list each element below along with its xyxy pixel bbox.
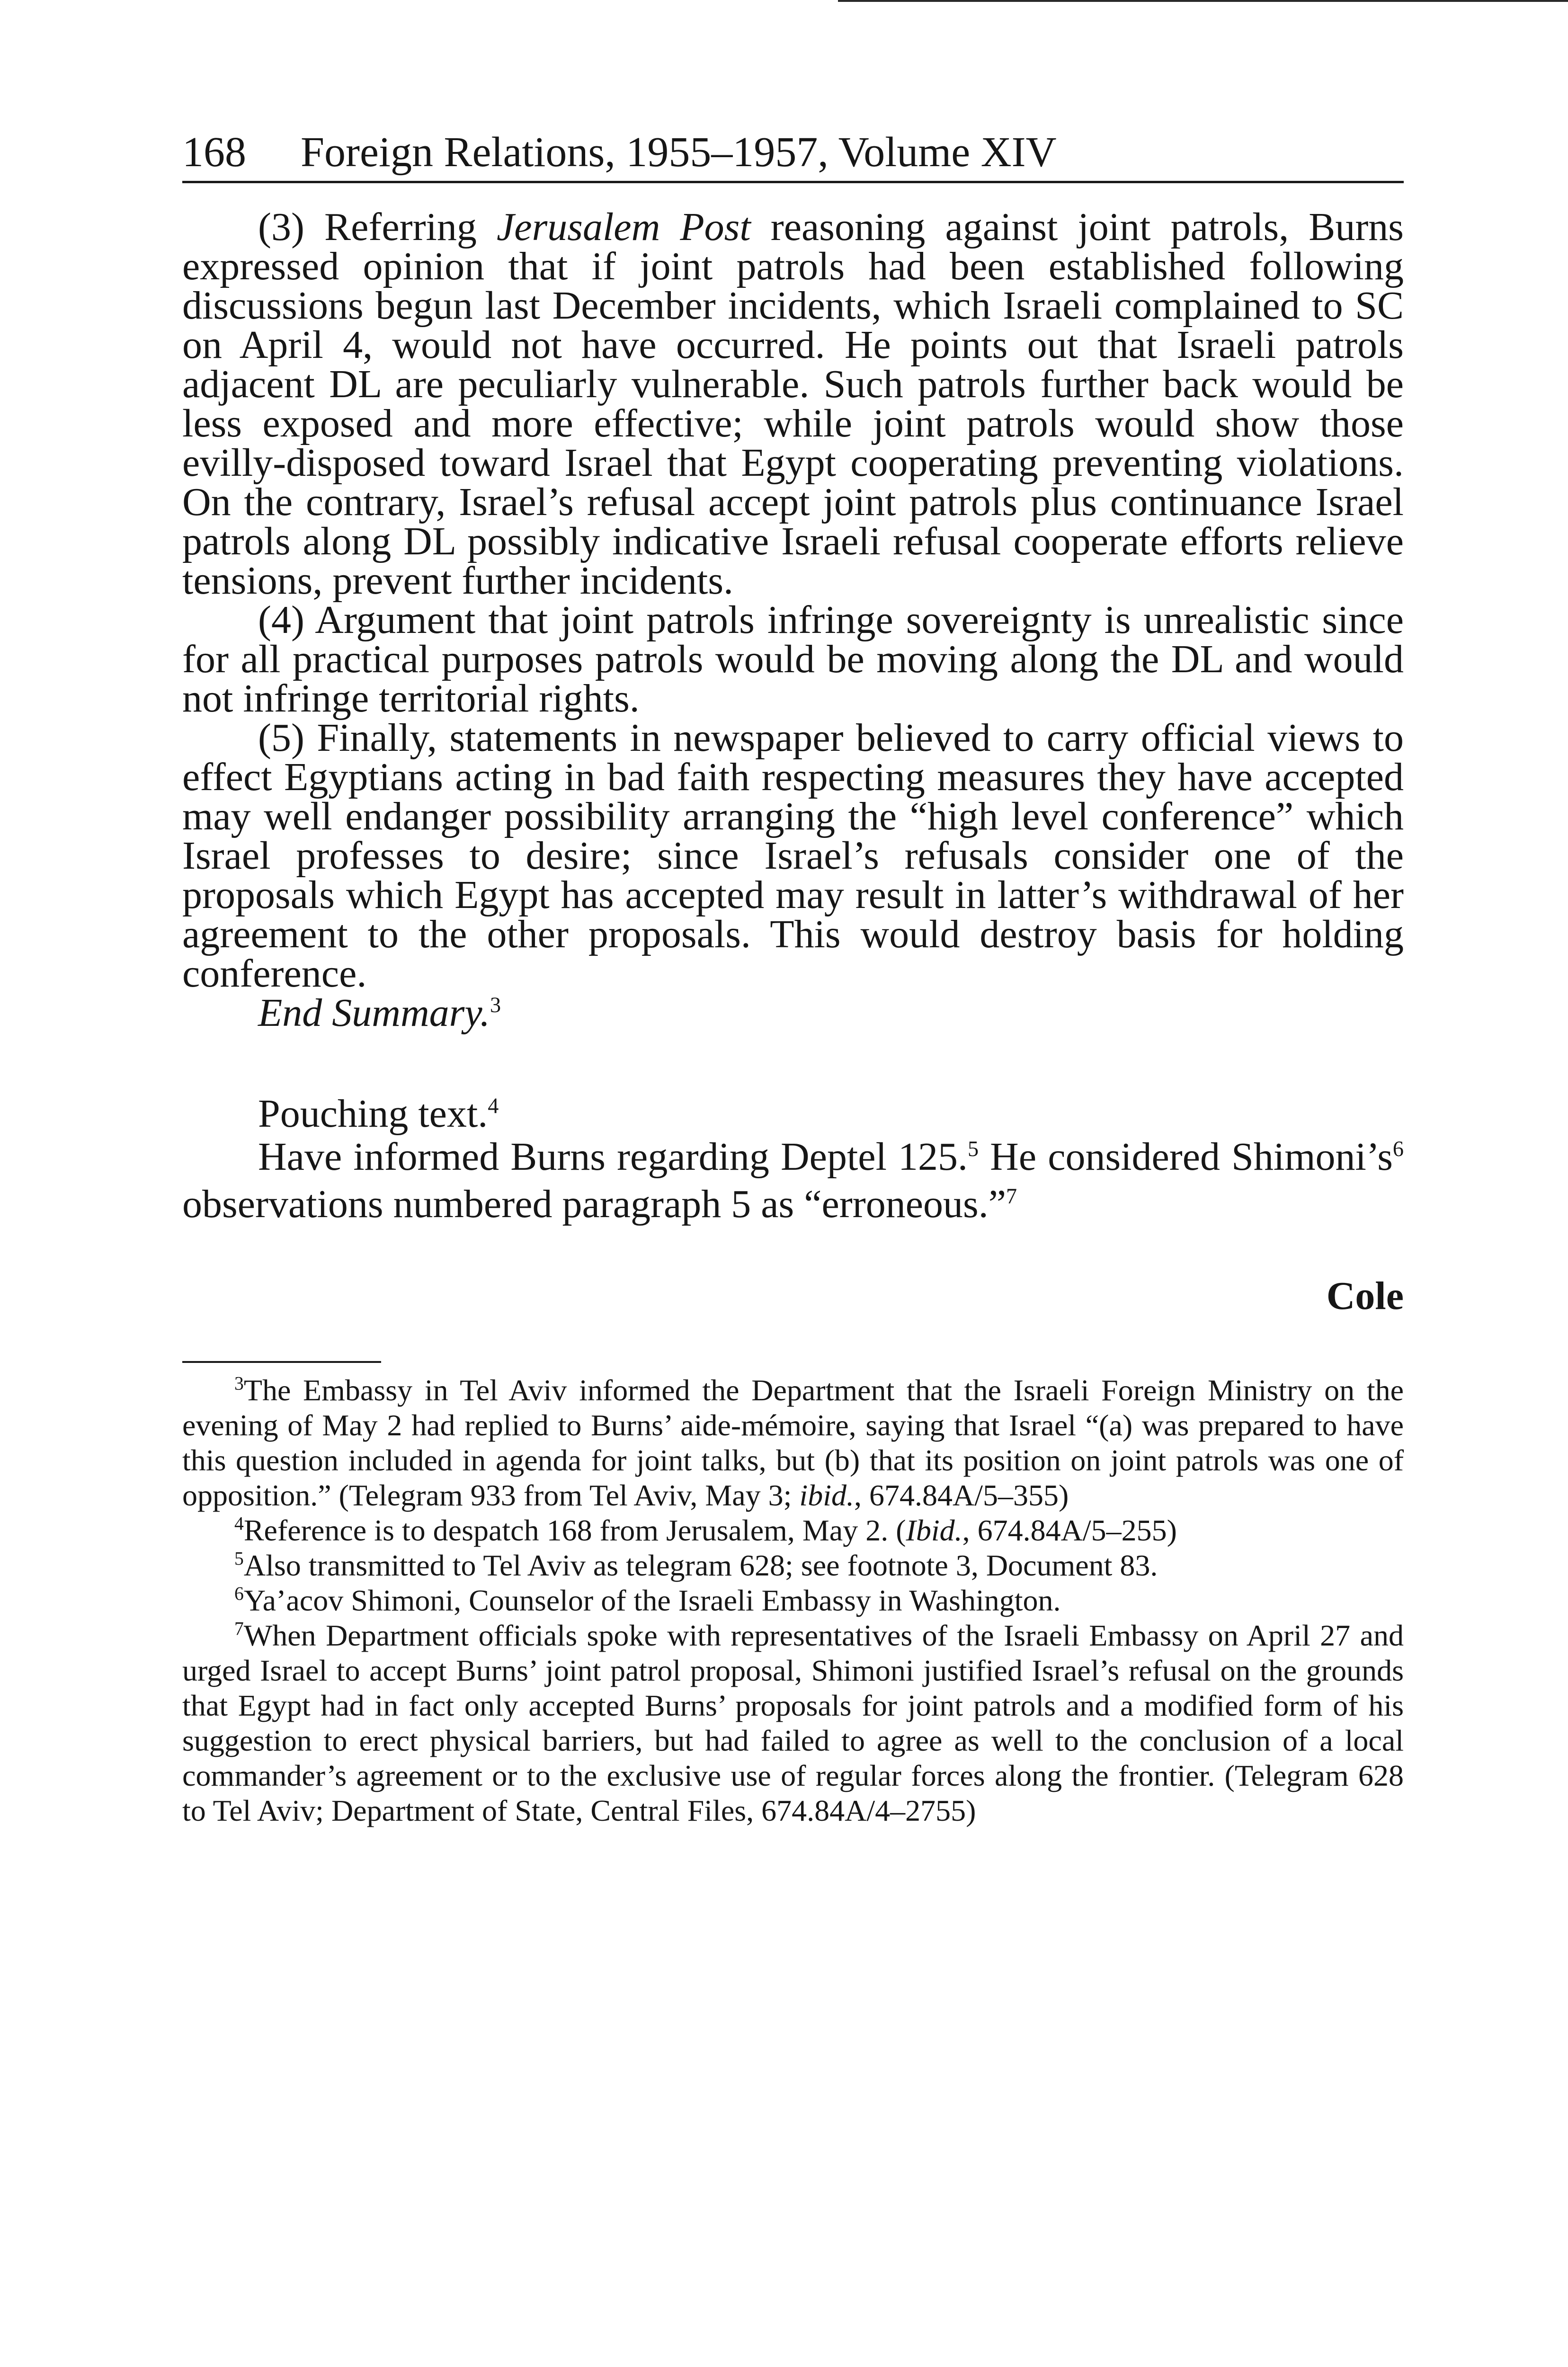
newspaper-title: Jerusalem Post — [497, 205, 751, 249]
paragraph-5: (5) Finally, statements in newspaper believed to carry official views to effect Egyptians acting in bad faith respecting measures they have accepted may well endanger possibility arranging the “high level conference” which Israel professes to desire; since Israel’s refusals consider one of the proposals which Egypt has accepted may result in latter’s withdrawal of her agreement to the other proposals. This would destroy basis for holding conference. — [182, 716, 1404, 996]
footnote-3: $^3$The Embassy in Tel Aviv informed the Department that the Israeli Foreign Ministry on the evening of May 2 had replied to Burns’ aide-mémoire, saying that Israel “(a) was prepared to have this question included in agenda for joint talks, but (b) that its position on joint patrols was one of opposition.” (Telegram 933 from Tel Aviv, May 3; ibid., 674.84A/5–355) — [182, 1373, 1404, 1512]
footnotes — [182, 1373, 1404, 1828]
footnote-separator — [182, 1361, 381, 1363]
end-summary: End Summary.$^3$ — [258, 991, 501, 1035]
informed-paragraph: Have informed Burns regarding Deptel 125.$^5$ He considered $Shimoni’s^6$ observations numbered paragraph 5 as “erroneous.”$^7$ — [182, 1135, 1404, 1226]
top-edge-rule — [838, 0, 1568, 2]
footnote-4: $^4$Reference is to despatch 168 from Jerusalem, May 2. (Ibid., 674.84A/5–255) — [234, 1513, 1177, 1547]
footnote-ref-7[interactable]: 7 — [1006, 1184, 1017, 1208]
footnote-ref-6[interactable]: 6 — [1392, 1137, 1404, 1161]
document-body — [182, 207, 1404, 1228]
footnote-ref-5[interactable]: 5 — [968, 1137, 979, 1161]
running-header — [182, 124, 1404, 183]
footnote-5: $^5$Also transmitted to Tel Aviv as telegram 628; see footnote 3, Document 83. — [234, 1548, 1158, 1582]
signature: Cole — [1326, 1274, 1404, 1318]
footnote-7: $^7$When Department officials spoke with representatives of the Israeli Embassy on April 27 and urged Israel to accept Burns’ joint patrol proposal, Shimoni justified Israel’s refusal on the grounds that Egypt had in fact only accepted Burns’ proposals for joint patrols and a modified form of his suggestion to erect physical barriers, but had failed to agree as well to the conclusion of a local commander’s agreement or to the exclusive use of regular forces along the frontier. (Telegram 628 to Tel Aviv; Department of State, Central Files, 674.84A/4–2755) — [182, 1618, 1404, 1827]
footnote-6: $^6$Ya’acov Shimoni, Counselor of the Israeli Embassy in Washington. — [234, 1583, 1061, 1617]
paragraph-4: (4) Argument that joint patrols infringe sovereignty is unrealistic since for all practical purposes patrols would be moving along the DL and would not infringe territorial rights. — [182, 598, 1404, 721]
paragraph-3: (3) Referring Jerusalem Post reasoning against joint patrols, Burns expressed opinion that if joint patrols had been established following discussions begun last December incidents, which Israeli complained to SC on April 4, would not have occurred. He points out that Israeli patrols adjacent DL are peculiarly vulnerable. Such patrols further back would be less exposed and more effective; while joint patrols would show those evilly-disposed toward Israel that Egypt cooperating preventing violations. On the contrary, Israel’s refusal accept joint patrols plus continuance Israel patrols along DL possibly indicative Israeli refusal cooperate efforts relieve tensions, prevent further incidents. — [182, 205, 1404, 603]
footnote-ref-3[interactable]: 3 — [490, 993, 501, 1017]
pouching-text: Pouching text.$^4$ — [258, 1092, 499, 1136]
footnote-ref-4[interactable]: 4 — [488, 1094, 499, 1118]
page-number: 168 — [182, 129, 246, 176]
running-title: Foreign Relations, 1955–1957, Volume XIV — [301, 129, 1057, 176]
